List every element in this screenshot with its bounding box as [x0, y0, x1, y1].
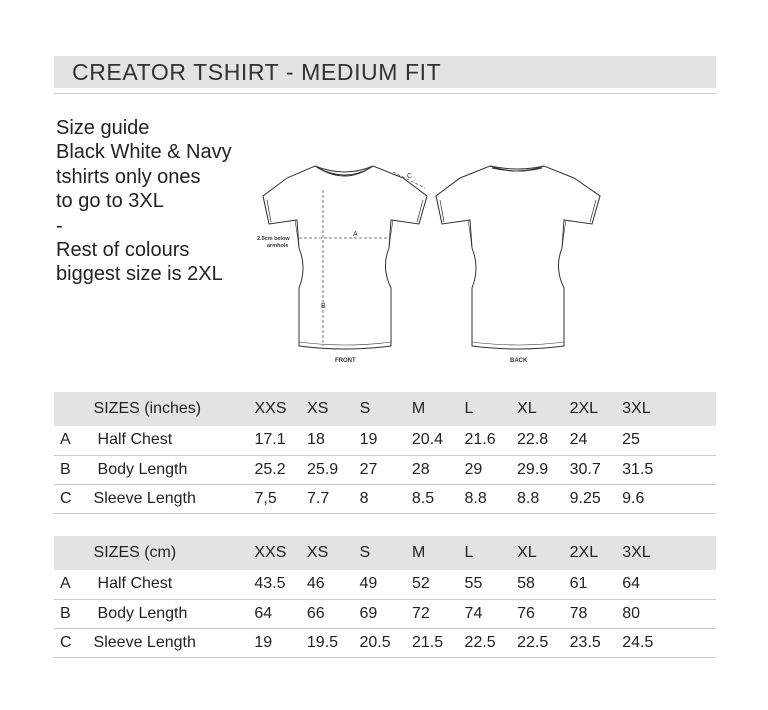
label-b: B [321, 303, 326, 310]
cell-value: 20.4 [411, 431, 444, 449]
size-col-header: S [359, 400, 371, 417]
table-header-label: SIZES (inches) [93, 400, 202, 417]
cell-value: 25.2 [254, 460, 286, 478]
size-col-header: XL [517, 400, 537, 417]
size-col-header: 3XL [622, 400, 651, 417]
cell-value: 43.5 [254, 575, 286, 593]
title-bar [54, 56, 716, 88]
cell-value: 23.5 [569, 633, 601, 651]
size-table-cm [54, 536, 716, 658]
size-col-header: XL [517, 544, 537, 561]
size-col-header: L [464, 400, 474, 417]
row-letter: A [60, 575, 71, 593]
guide-line: to go to 3XL [56, 190, 164, 213]
cell-value: 18 [307, 431, 325, 449]
cell-value: 28 [411, 460, 430, 478]
row-name: Sleeve Length [93, 489, 196, 507]
table-header-row [54, 536, 716, 570]
cell-value: 78 [569, 604, 588, 622]
cell-value: 69 [359, 604, 378, 622]
row-letter: C [60, 489, 72, 507]
cell-value: 8 [359, 489, 369, 507]
cell-value: 72 [412, 604, 430, 622]
cell-value: 25 [622, 431, 640, 449]
row-letter: C [60, 633, 72, 651]
row-name: Half Chest [97, 575, 173, 593]
guide-line: biggest size is 2XL [56, 263, 223, 286]
cell-value: 64 [622, 575, 640, 593]
tshirt-back-diagram [428, 160, 608, 370]
cell-value: 19 [254, 633, 273, 651]
cell-value: 9.6 [622, 489, 645, 507]
tshirt-front-diagram [255, 160, 435, 370]
cell-value: 21.5 [412, 633, 444, 651]
size-col-header: 2XL [569, 400, 599, 417]
table-row [54, 599, 716, 628]
cell-value: 49 [359, 575, 378, 593]
armhole-note-line2: armhole [267, 243, 289, 249]
cell-value: 30.7 [569, 460, 601, 478]
table-row [54, 484, 716, 513]
cell-value: 21.6 [464, 431, 496, 449]
row-name: Half Chest [97, 431, 173, 449]
cell-value: 24 [569, 431, 588, 449]
cell-value: 29.9 [517, 460, 549, 478]
size-col-header: XXS [254, 400, 287, 417]
cell-value: 7.7 [307, 489, 330, 507]
cell-value: 76 [517, 604, 535, 622]
cell-value: 22.8 [517, 431, 549, 449]
cell-value: 25.9 [307, 460, 339, 478]
guide-line: Black White & Navy [56, 141, 232, 164]
label-a: A [353, 231, 358, 238]
size-col-header: XXS [254, 544, 287, 561]
cell-value: 24.5 [622, 633, 654, 651]
table-row [54, 570, 716, 599]
guide-line: Size guide [56, 117, 150, 139]
cell-value: 17.1 [254, 431, 286, 449]
cell-value: 22.5 [464, 633, 496, 651]
cell-value: 64 [254, 604, 273, 622]
cell-value: 27 [359, 460, 378, 478]
back-label: BACK [510, 358, 528, 364]
cell-value: 66 [306, 604, 325, 622]
size-col-header: S [359, 544, 371, 561]
size-col-header: 3XL [622, 544, 651, 561]
cell-value: 55 [464, 575, 483, 593]
row-name: Body Length [97, 460, 188, 478]
size-col-header: M [412, 544, 426, 561]
label-c: C [407, 173, 413, 180]
guide-line: Rest of colours [56, 239, 190, 262]
size-col-header: L [464, 544, 474, 561]
row-name: Body Length [97, 604, 188, 622]
table-row [54, 426, 716, 455]
armhole-note-line1: 2.5cm below [257, 236, 290, 242]
row-letter: B [60, 460, 71, 478]
cell-value: 74 [464, 604, 483, 622]
row-letter: B [60, 604, 71, 622]
guide-line: - [56, 214, 63, 237]
cell-value: 7,5 [254, 489, 277, 507]
size-col-header: M [411, 400, 426, 417]
size-col-header: XS [307, 400, 329, 417]
size-table-inches [54, 392, 716, 514]
cell-value: 22.5 [517, 633, 549, 651]
cell-value: 8.8 [464, 489, 487, 507]
row-name: Sleeve Length [93, 633, 196, 651]
cell-value: 19 [359, 431, 378, 449]
title-divider [54, 93, 716, 94]
table-row [54, 628, 716, 657]
table-header-row [54, 392, 716, 426]
size-guide-note [56, 116, 266, 287]
cell-value: 8.5 [411, 489, 435, 507]
table-header-label: SIZES (cm) [93, 544, 177, 561]
cell-value: 52 [412, 575, 430, 593]
page-title: CREATOR TSHIRT - MEDIUM FIT [72, 59, 442, 85]
cell-value: 31.5 [622, 460, 654, 478]
cell-value: 29 [464, 460, 483, 478]
size-col-header: 2XL [569, 544, 599, 561]
cell-value: 9.25 [569, 489, 601, 507]
table-row [54, 455, 716, 484]
cell-value: 19.5 [306, 633, 339, 651]
size-col-header: XS [306, 544, 329, 561]
cell-value: 58 [517, 575, 535, 593]
cell-value: 8.8 [517, 489, 540, 507]
row-letter: A [60, 431, 71, 449]
guide-line: tshirts only ones [56, 165, 201, 188]
cell-value: 80 [622, 604, 640, 622]
front-label: FRONT [335, 358, 356, 364]
cell-value: 20.5 [359, 633, 391, 651]
cell-value: 46 [306, 575, 325, 593]
cell-value: 61 [569, 575, 588, 593]
